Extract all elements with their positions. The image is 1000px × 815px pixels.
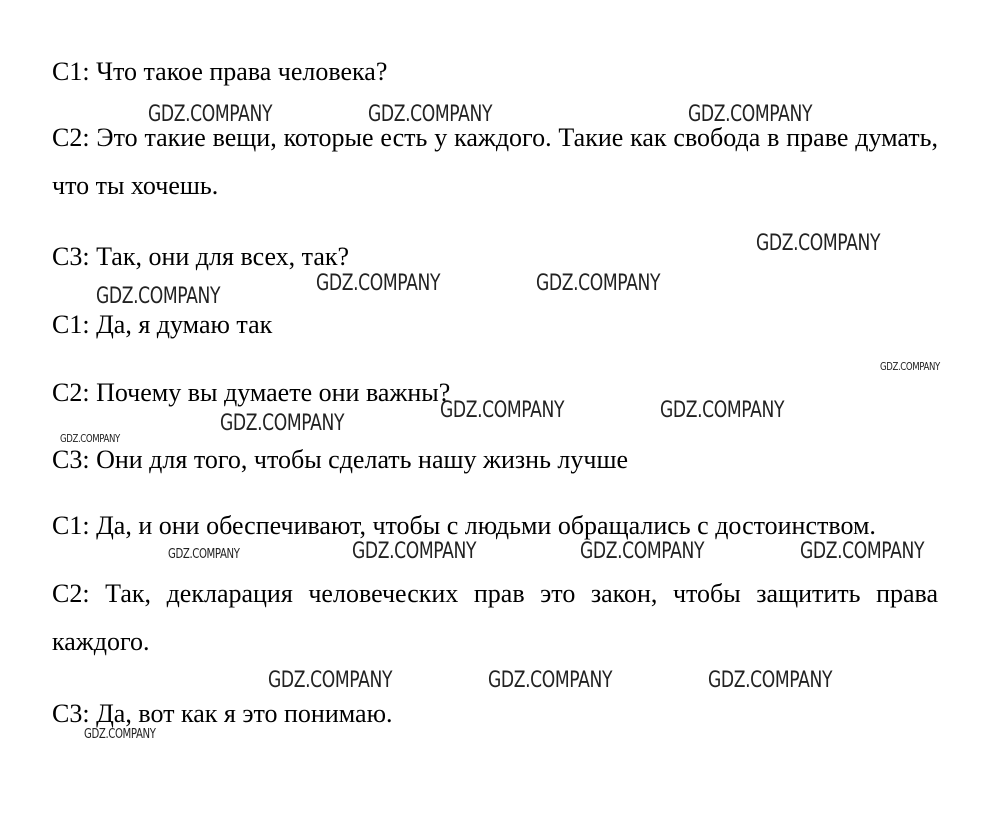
watermark: GDZ.COMPANY (168, 547, 240, 562)
watermark: GDZ.COMPANY (536, 271, 661, 296)
watermark: GDZ.COMPANY (756, 231, 881, 256)
watermark: GDZ.COMPANY (220, 411, 345, 436)
watermark: GDZ.COMPANY (352, 539, 477, 564)
dialogue-line-3: C3: Так, они для всех, так? (52, 242, 350, 271)
watermark: GDZ.COMPANY (800, 539, 925, 564)
watermark: GDZ.COMPANY (708, 668, 833, 693)
dialogue-line-1: C1: Что такое права человека? (52, 57, 388, 86)
watermark: GDZ.COMPANY (268, 668, 393, 693)
watermark: GDZ.COMPANY (148, 102, 273, 127)
watermark: GDZ.COMPANY (660, 398, 785, 423)
dialogue-line-8: C2: Так, декларация человеческих прав это закон, чтобы защитить права каждого. (52, 579, 938, 656)
watermark: GDZ.COMPANY (96, 284, 221, 309)
dialogue-line-7: C1: Да, и они обеспечивают, чтобы с людьми обращались с достоинством. (52, 511, 876, 540)
watermark: GDZ.COMPANY (440, 398, 565, 423)
dialogue-line-4: C1: Да, я думаю так (52, 310, 273, 339)
watermark: GDZ.COMPANY (580, 539, 705, 564)
dialogue-text (52, 48, 938, 738)
dialogue-line-9: C3: Да, вот как я это понимаю. (52, 699, 393, 728)
watermark: GDZ.COMPANY (880, 360, 940, 373)
dialogue-line-2: C2: Это такие вещи, которые есть у каждого. Такие как свобода в праве думать, что ты хочешь. (52, 123, 938, 200)
watermark: GDZ.COMPANY (488, 668, 613, 693)
watermark: GDZ.COMPANY (84, 727, 156, 742)
watermark: GDZ.COMPANY (688, 102, 813, 127)
dialogue-line-6: C3: Они для того, чтобы сделать нашу жизнь лучше (52, 445, 629, 474)
dialogue-line-5: C2: Почему вы думаете они важны? (52, 378, 451, 407)
watermark: GDZ.COMPANY (316, 271, 441, 296)
watermark: GDZ.COMPANY (60, 432, 120, 445)
watermark: GDZ.COMPANY (368, 102, 493, 127)
